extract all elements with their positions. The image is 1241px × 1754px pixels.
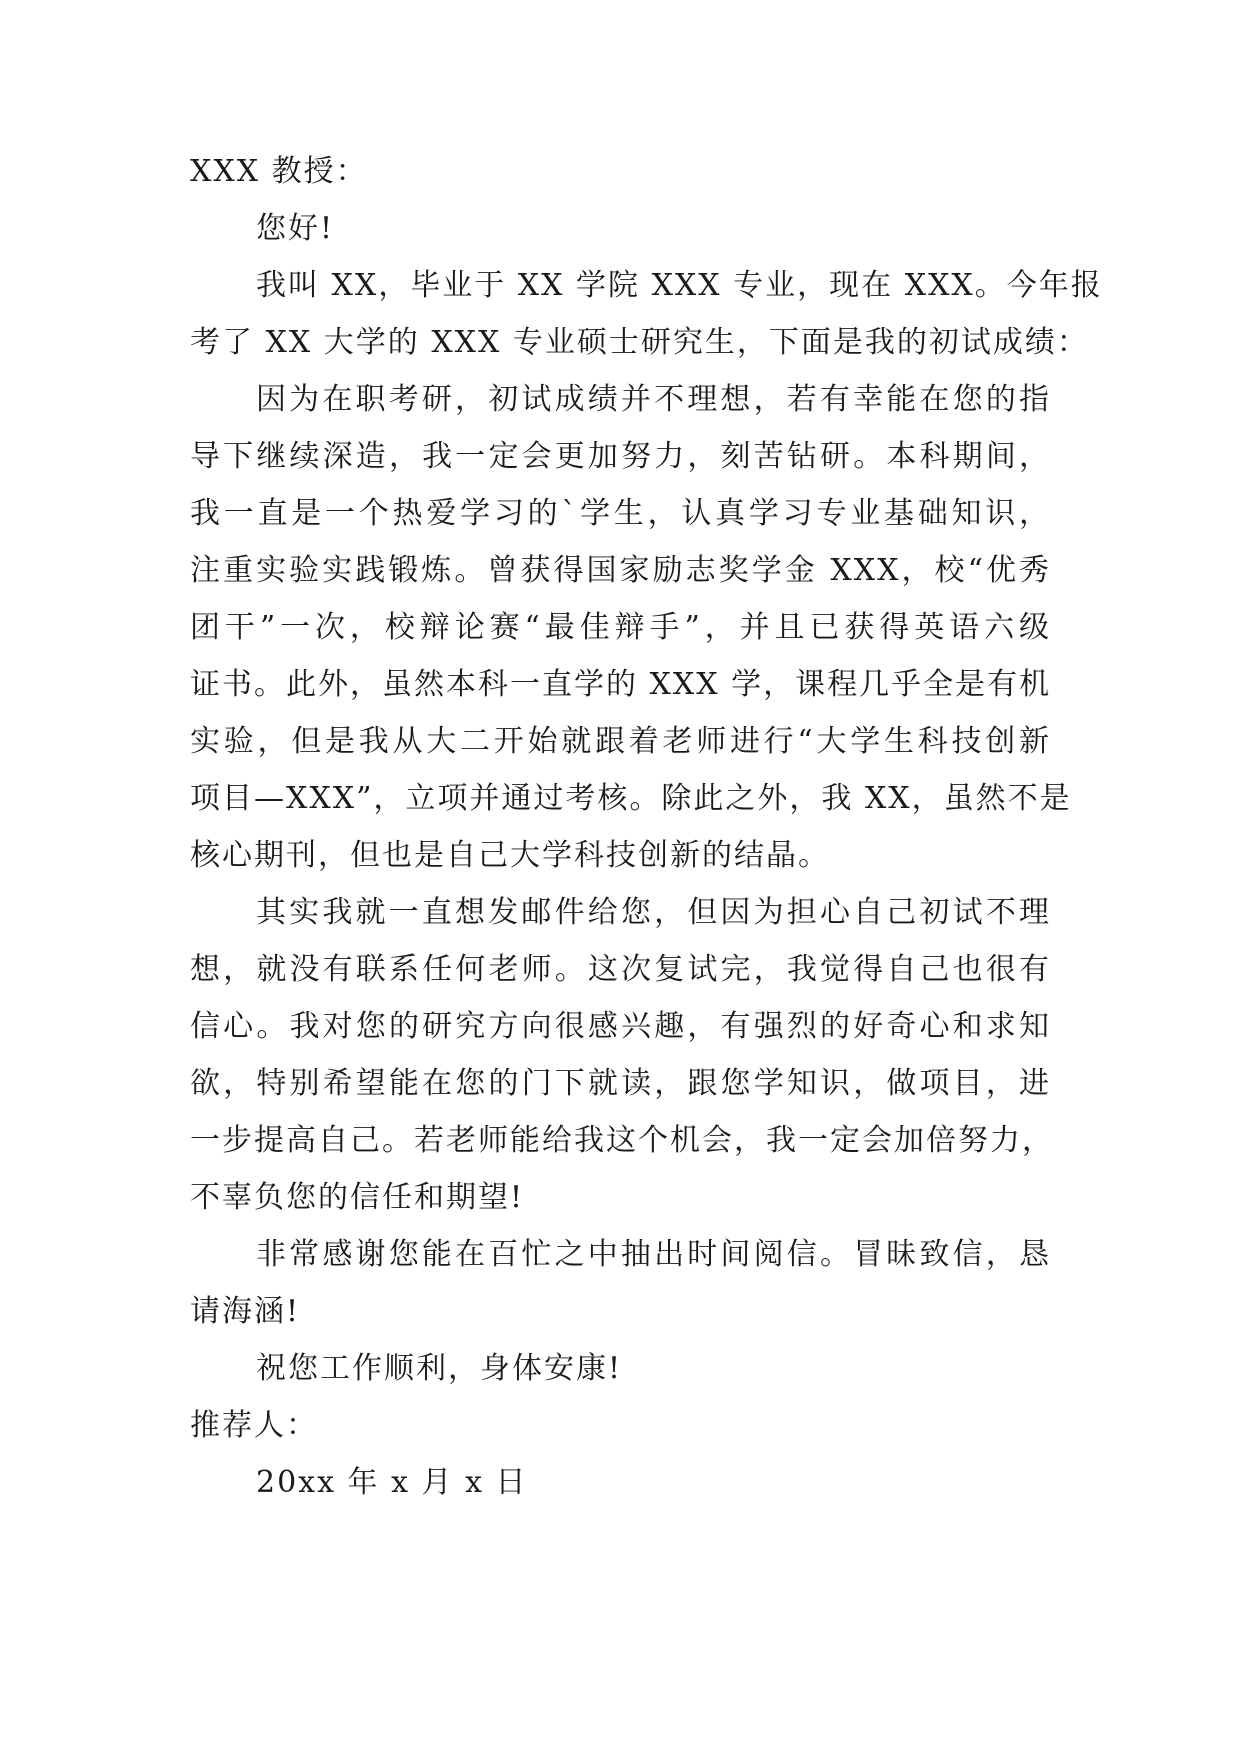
- paragraph-4-line-1: 非常感谢您能在百忙之中抽出时间阅信。冒昧致信，恳: [256, 1237, 1051, 1272]
- greeting: 您好!: [256, 211, 335, 246]
- letter-date: 20xx 年 x 月 x 日: [256, 1465, 528, 1500]
- paragraph-2-line-9: 核心期刊，但也是自己大学科技创新的结晶。: [190, 838, 830, 873]
- paragraph-2-line-7: 实验，但是我从大二开始就跟着老师进行“大学生科技创新: [190, 724, 1051, 759]
- paragraph-1-line-2: 考了 XX 大学的 XXX 专业硕士研究生，下面是我的初试成绩：: [190, 325, 1089, 360]
- paragraph-2-line-6: 证书。此外，虽然本科一直学的 XXX 学，课程几乎全是有机: [190, 667, 1052, 702]
- paragraph-2-line-3: 我一直是一个热爱学习的`学生，认真学习专业基础知识，: [190, 496, 1051, 531]
- paragraph-3-line-5: 一步提高自己。若老师能给我这个机会，我一定会加倍努力，: [190, 1123, 1054, 1158]
- paragraph-2-line-1: 因为在职考研，初试成绩并不理想，若有幸能在您的指: [256, 382, 1051, 417]
- signature-label: 推荐人：: [190, 1408, 318, 1443]
- closing-wish: 祝您工作顺利，身体安康!: [256, 1351, 623, 1386]
- paragraph-3-line-6: 不辜负您的信任和期望!: [190, 1180, 525, 1215]
- salutation: XXX 教授：: [190, 154, 368, 189]
- paragraph-3-line-2: 想，就没有联系任何老师。这次复试完，我觉得自己也很有: [190, 952, 1051, 987]
- paragraph-4-line-2: 请海涵!: [190, 1294, 301, 1329]
- paragraph-2-line-4: 注重实验实践锻炼。曾获得国家励志奖学金 XXX，校“优秀: [190, 553, 1051, 588]
- paragraph-2-line-5: 团干”一次，校辩论赛“最佳辩手”，并且已获得英语六级: [190, 610, 1051, 645]
- paragraph-1-line-1: 我叫 XX，毕业于 XX 学院 XXX 专业，现在 XXX。今年报: [256, 268, 1103, 303]
- paragraph-3-line-4: 欲，特别希望能在您的门下就读，跟您学知识，做项目，进: [190, 1066, 1051, 1101]
- paragraph-2-line-8: 项目—XXX”，立项并通过考核。除此之外，我 XX，虽然不是: [190, 781, 1072, 816]
- paragraph-2-line-2: 导下继续深造，我一定会更加努力，刻苦钻研。本科期间，: [190, 439, 1051, 474]
- paragraph-3-line-1: 其实我就一直想发邮件给您，但因为担心自己初试不理: [256, 895, 1051, 930]
- paragraph-3-line-3: 信心。我对您的研究方向很感兴趣，有强烈的好奇心和求知: [190, 1009, 1051, 1044]
